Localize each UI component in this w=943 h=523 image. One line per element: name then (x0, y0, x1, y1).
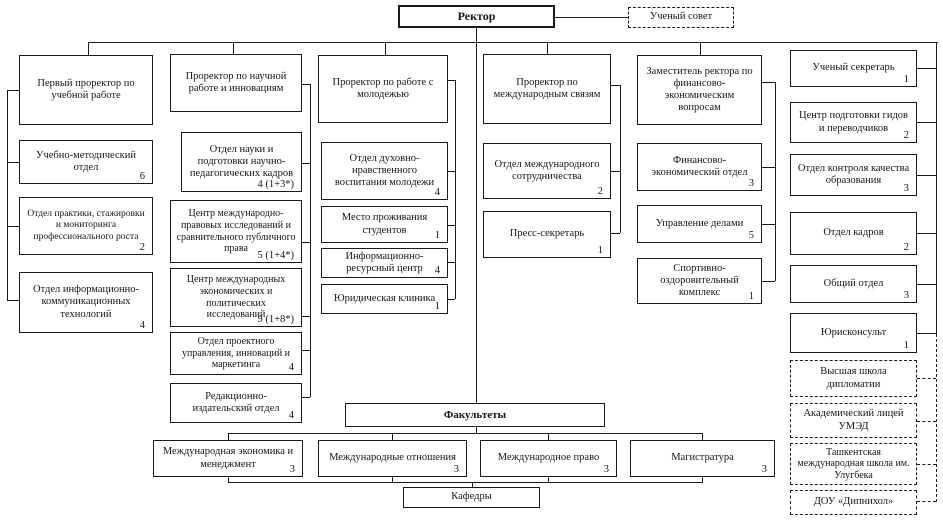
connector-line (302, 350, 310, 351)
staff-count: 3 (748, 177, 754, 189)
unit-label: Международная экономика и менеджмент (162, 446, 294, 470)
staff-count: 1 (903, 339, 909, 351)
box-student-residence (321, 206, 448, 243)
connector-line (611, 85, 620, 86)
connector-line (917, 284, 936, 285)
unit-label: Проректор по международным связям (493, 76, 601, 100)
staff-count: 2 (597, 185, 603, 197)
connector-line (233, 42, 234, 54)
connector-line (7, 300, 19, 301)
unit-label: Первый проректор по учебной работе (37, 77, 135, 101)
connector-line (917, 421, 936, 422)
box-vice-rector-international (483, 54, 611, 124)
connector-line (448, 262, 455, 263)
staff-count: 9 (1+8*) (257, 313, 294, 325)
unit-label: Ученый секретарь (812, 62, 895, 74)
connector-line (555, 17, 628, 18)
box-higher-school-diplomacy (790, 360, 917, 397)
connector-line (392, 433, 393, 440)
box-science-dept (181, 132, 302, 192)
box-academic-council (628, 7, 734, 28)
box-vice-rector-science (170, 54, 302, 112)
box-ict-dept (19, 272, 153, 333)
unit-label: Центр подготовки гидов и переводчиков (799, 110, 908, 134)
unit-label: Ташкентская международная школа им. Улугбека (797, 446, 910, 481)
box-academic-secretary (790, 50, 917, 87)
box-information-resource-center (321, 248, 448, 278)
box-educational-methodical-dept (19, 140, 153, 184)
connector-line (385, 42, 386, 55)
unit-label: Спортивно-оздоровительный комплекс (660, 262, 739, 299)
academic-council-label: Ученый совет (649, 11, 713, 23)
connector-line (702, 477, 703, 483)
box-finance-economic-dept (637, 143, 762, 191)
box-vice-rector-youth (318, 55, 448, 123)
staff-count: 4 (1+3*) (257, 178, 294, 190)
connector-line (448, 80, 455, 81)
connector-line (448, 225, 455, 226)
staff-count: 2 (903, 241, 909, 253)
unit-label: Юридическая клиника (333, 292, 436, 304)
connector-line (547, 42, 548, 54)
staff-count: 6 (139, 170, 145, 182)
unit-label: Центр международно-правовых исследований и сравнительного публичного права (176, 208, 296, 255)
connector-line (302, 242, 310, 243)
connector-line (775, 82, 776, 281)
unit-label: Магистратура (671, 452, 734, 464)
connector-line (762, 167, 775, 168)
connector-line (611, 171, 620, 172)
connector-line (7, 90, 19, 91)
staff-count: 4 (288, 361, 294, 373)
box-legal-counsel (790, 313, 917, 353)
unit-label: Информационно-ресурсный центр (345, 250, 424, 274)
connector-line (302, 316, 310, 317)
staff-count: 1 (597, 244, 603, 256)
unit-label: Пресс-секретарь (509, 228, 585, 240)
unit-label: Отдел контроля качества образования (797, 162, 910, 186)
staff-count: 4 (139, 319, 145, 331)
box-sports-complex (637, 258, 762, 304)
unit-label: ДОУ «Дипнихол» (813, 496, 894, 508)
unit-label: Проректор по работе с молодежью (332, 76, 434, 100)
unit-label: Отдел информационно-коммуникационных технологий (33, 284, 139, 320)
unit-label: Проректор по научной работе и инновациям (185, 70, 287, 94)
staff-count: 1 (434, 300, 440, 312)
unit-label: Место проживания студентов (341, 212, 428, 236)
connector-line (302, 163, 310, 164)
staff-count: 4 (288, 409, 294, 421)
connector-line (476, 42, 477, 403)
box-intl-legal-research-center (170, 200, 302, 263)
box-first-vice-rector (19, 55, 153, 125)
box-guides-translators-center (790, 102, 917, 143)
connector-line (476, 28, 477, 43)
box-academic-lyceum (790, 403, 917, 438)
box-faculties-header (345, 403, 605, 427)
connector-line (936, 334, 937, 502)
staff-count: 1 (903, 73, 909, 85)
connector-line (548, 433, 549, 440)
connector-line (88, 42, 938, 43)
connector-line (228, 433, 702, 434)
connector-line (917, 333, 936, 334)
box-spiritual-education-dept (321, 142, 448, 200)
staff-count: 5 (748, 229, 754, 241)
staff-count: 4 (434, 264, 440, 276)
connector-line (917, 378, 936, 379)
faculties-header-label: Факультеты (443, 408, 507, 421)
connector-line (762, 82, 775, 83)
connector-line (88, 42, 89, 55)
unit-label: Отдел кадров (823, 227, 884, 239)
box-legal-clinic (321, 284, 448, 314)
connector-line (702, 433, 703, 440)
box-faculty-magistracy (630, 440, 775, 477)
connector-line (762, 281, 775, 282)
connector-line (700, 42, 701, 55)
connector-line (7, 226, 19, 227)
unit-label: Отдел практики, стажировки и мониторинга профессионального роста (27, 209, 145, 242)
unit-label: Редакционно-издательский отдел (192, 390, 280, 414)
connector-line (228, 433, 229, 440)
staff-count: 2 (903, 129, 909, 141)
box-intl-economic-research-center (170, 268, 302, 327)
unit-label: Академический лицей УМЭД (803, 408, 904, 432)
unit-label: Международные отношения (329, 452, 456, 464)
connector-line (917, 464, 936, 465)
connector-line (936, 42, 937, 334)
staff-count: 3 (903, 182, 909, 194)
staff-count: 3 (289, 463, 295, 475)
box-faculty-intl-law (480, 440, 617, 477)
connector-line (448, 299, 455, 300)
departments-label: Кафедры (451, 491, 492, 503)
unit-label: Финансово-экономический отдел (651, 154, 748, 178)
connector-line (455, 80, 456, 299)
box-departments (403, 487, 540, 508)
box-deputy-rector-finance (637, 55, 762, 125)
connector-line (7, 90, 8, 300)
unit-label: Заместитель ректора по финансово-экономическим вопросам (646, 65, 753, 114)
box-quality-control-dept (790, 154, 917, 196)
box-faculty-intl-economics (153, 440, 303, 477)
unit-label: Отдел проектного управления, инноваций и маркетинга (181, 336, 291, 371)
connector-line (302, 84, 310, 85)
connector-line (7, 162, 19, 163)
unit-label: Общий отдел (823, 277, 884, 289)
staff-count: 3 (603, 463, 609, 475)
staff-count: 1 (434, 229, 440, 241)
unit-label: Отдел науки и подготовки научно-педагогических кадров (189, 143, 294, 180)
box-administration-dept (637, 205, 762, 243)
connector-line (917, 233, 936, 234)
box-intl-cooperation-dept (483, 143, 611, 199)
box-press-secretary (483, 211, 611, 258)
rector-label: Ректор (457, 8, 496, 23)
box-preschool-dipnihol (790, 490, 917, 515)
staff-count: 1 (748, 290, 754, 302)
box-editorial-publishing-dept (170, 383, 302, 423)
unit-label: Центр международных экономических и политических исследований (186, 274, 286, 321)
unit-label: Высшая школа дипломатии (820, 366, 887, 390)
staff-count: 3 (453, 463, 459, 475)
box-tashkent-intl-school (790, 443, 917, 485)
connector-line (917, 122, 936, 123)
connector-line (620, 85, 621, 233)
box-hr-dept (790, 212, 917, 255)
box-practice-monitoring-dept (19, 197, 153, 255)
staff-count: 3 (903, 289, 909, 301)
connector-line (448, 171, 455, 172)
unit-label: Международное право (497, 452, 600, 464)
unit-label: Отдел международного сотрудничества (494, 158, 600, 182)
box-project-management-dept (170, 332, 302, 375)
connector-line (917, 68, 936, 69)
staff-count: 2 (139, 241, 145, 253)
staff-count: 4 (434, 186, 440, 198)
connector-line (310, 84, 311, 397)
unit-label: Отдел духовно-нравственного воспитания молодежи (334, 152, 435, 189)
box-rector (398, 5, 555, 28)
box-faculty-intl-relations (318, 440, 467, 477)
connector-line (762, 224, 775, 225)
connector-line (228, 482, 702, 483)
box-general-dept (790, 265, 917, 303)
staff-count: 5 (1+4*) (257, 249, 294, 261)
connector-line (917, 175, 936, 176)
staff-count: 3 (761, 463, 767, 475)
connector-line (611, 233, 620, 234)
unit-label: Учебно-методический отдел (36, 149, 136, 173)
unit-label: Управление делами (655, 217, 744, 229)
connector-line (917, 501, 936, 502)
connector-line (302, 397, 310, 398)
unit-label: Юрисконсульт (820, 326, 887, 338)
